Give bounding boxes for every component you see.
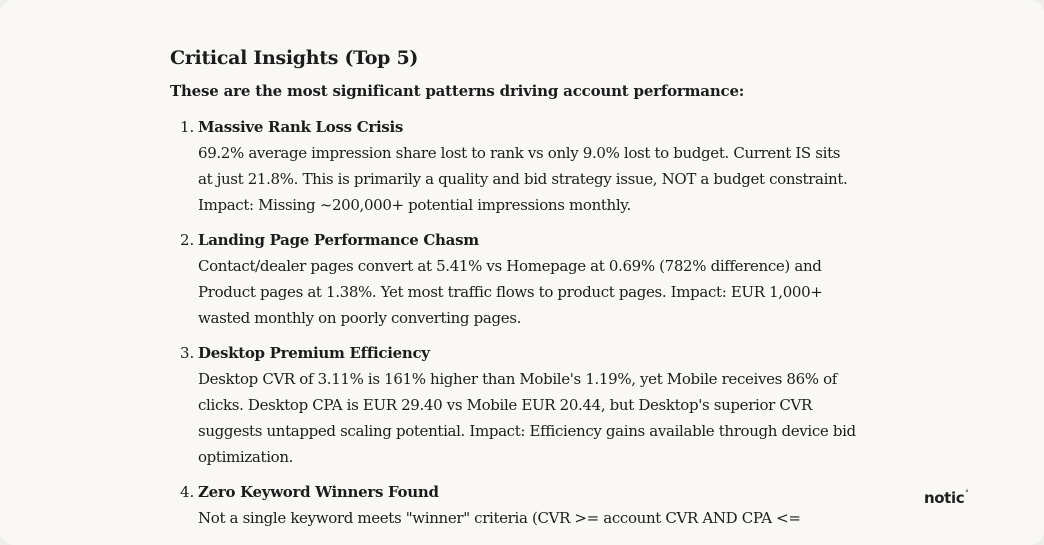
insights-content bbox=[170, 44, 870, 540]
insight-number: 3. bbox=[180, 344, 195, 362]
insight-item-1 bbox=[170, 114, 870, 218]
brand-logo[interactable] bbox=[924, 489, 968, 507]
insight-title: Desktop Premium Efficiency bbox=[198, 344, 430, 362]
insight-number: 2. bbox=[180, 231, 195, 249]
insight-item-4 bbox=[170, 479, 870, 531]
section-intro: These are the most significant patterns driving account performance: bbox=[170, 82, 745, 100]
insight-body: Not a single keyword meets "winner" criteria (CVR >= account CVR AND CPA <= bbox=[198, 509, 801, 527]
section-heading: Critical Insights (Top 5) bbox=[170, 47, 419, 69]
insight-number: 4. bbox=[180, 483, 195, 501]
insight-body: Contact/dealer pages convert at 5.41% vs Homepage at 0.69% (782% difference) and Product pages at 1.38%. Yet most traffic flows to product pages. Impact: EUR 1,000+ wasted monthly on poorly converting pages. bbox=[198, 257, 823, 327]
insight-title: Zero Keyword Winners Found bbox=[198, 483, 439, 501]
brand-logo-text: notic bbox=[924, 489, 965, 507]
insight-item-2 bbox=[170, 227, 870, 331]
insight-item-3 bbox=[170, 340, 870, 470]
insight-title: Massive Rank Loss Crisis bbox=[198, 118, 404, 136]
insight-number: 1. bbox=[180, 118, 195, 136]
insight-title: Landing Page Performance Chasm bbox=[198, 231, 479, 249]
brand-logo-mark: ° bbox=[965, 489, 969, 497]
insight-body: 69.2% average impression share lost to rank vs only 9.0% lost to budget. Current IS sits at just 21.8%. This is primarily a quality and bid strategy issue, NOT a budget constraint. Impact: Missing ~200,000+ potential impressions monthly. bbox=[198, 144, 848, 214]
insights-list bbox=[170, 114, 870, 531]
insight-body: Desktop CVR of 3.11% is 161% higher than Mobile's 1.19%, yet Mobile receives 86% of clicks. Desktop CPA is EUR 29.40 vs Mobile EUR 20.44, but Desktop's superior CVR suggests untapped scaling potential. Impact: Efficiency gains available through device bid optimization. bbox=[198, 370, 856, 466]
